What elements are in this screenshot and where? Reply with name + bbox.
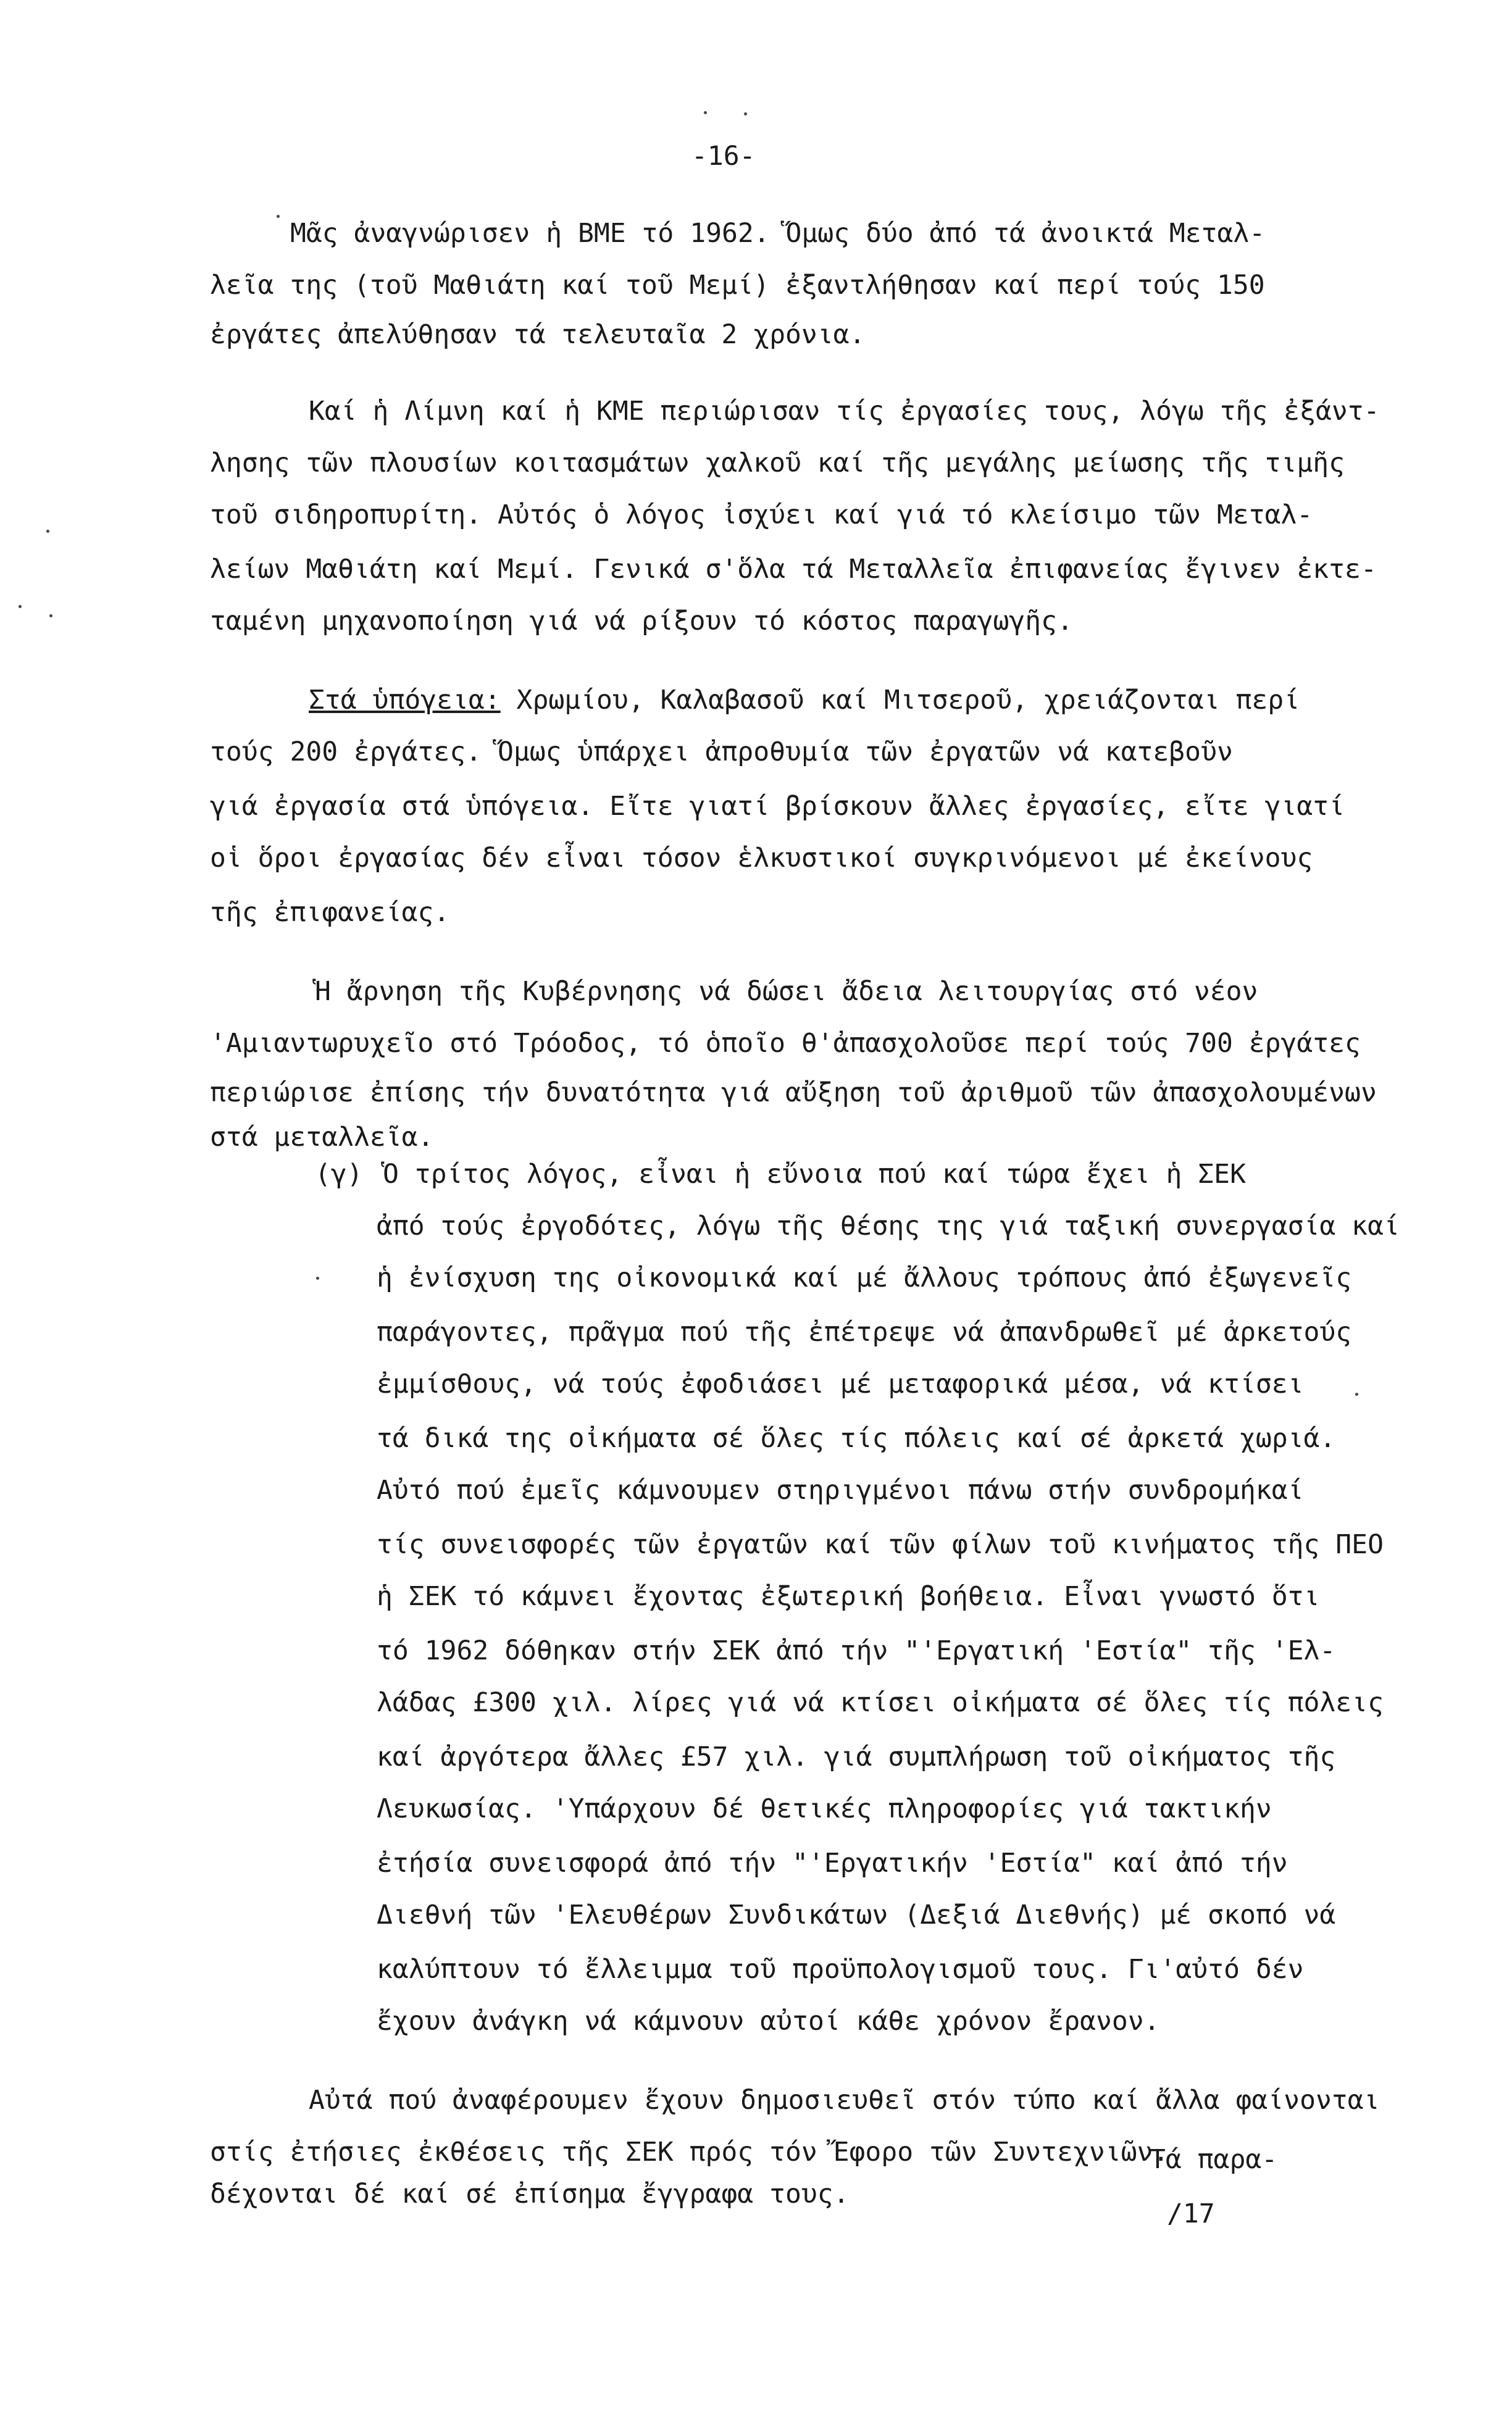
- scan-speck: [19, 605, 22, 608]
- text-line: τίς συνεισφορές τῶν ἐργατῶν καί τῶν φίλων τοῦ κινήματος τῆς ΠΕΟ: [377, 1529, 1384, 1560]
- text-line: δέχονται δέ καί σέ ἐπίσημα ἔγγραφα τους.: [210, 2179, 850, 2210]
- scan-speck: [46, 530, 49, 533]
- text-line: ἐμμίσθους, νά τούς ἐφοδιάσει μέ μεταφορικά μέσα, νά κτίσει: [377, 1369, 1304, 1400]
- text-line: Μᾶς ἀναγνώρισεν ἡ ΒΜΕ τό 1962. Ὅμως δύο ἀπό τά ἀνοικτά Μεταλ-: [290, 218, 1266, 249]
- text-line: Ὁ τρίτος λόγος, εἶναι ἡ εὔνοια πού καί τώρα ἔχει ἡ ΣΕΚ: [383, 1159, 1246, 1190]
- text-line: στίς ἐτήσιες ἐκθέσεις τῆς ΣΕΚ πρός τόν Ἔφορο τῶν Συντεχνιῶν.: [210, 2137, 1169, 2168]
- page-number: -16-: [691, 141, 756, 172]
- text-line: 'Αμιαντωρυχεῖο στό Τρόοδος, τό ὁποῖο θ'ἀπασχολοῦσε περί τούς 700 ἐργάτες: [210, 1028, 1361, 1059]
- text-line: Ἡ ἄρνηση τῆς Κυβέρνησης νά δώσει ἄδεια λειτουργίας στό νέον: [315, 976, 1258, 1007]
- text-line: λείων Μαθιάτη καί Μεμί. Γενικά σ'ὅλα τά Μεταλλεῖα ἐπιφανείας ἔγινεν ἐκτε-: [210, 554, 1377, 585]
- text-line: τοῦ σιδηροπυρίτη. Αὐτός ὁ λόγος ἰσχύει καί γιά τό κλείσιμο τῶν Μεταλ-: [210, 499, 1313, 530]
- text-line: ἀπό τούς ἐργοδότες, λόγω τῆς θέσης της γιά ταξική συνεργασία καί: [377, 1211, 1400, 1241]
- text-line: περιώρισε ἐπίσης τήν δυνατότητα γιά αὔξηση τοῦ ἀριθμοῦ τῶν ἀπασχολουμένων: [210, 1077, 1377, 1108]
- text-line: Αὐτά πού ἀναφέρουμεν ἔχουν δημοσιευθεῖ στόν τύπο καί ἄλλα φαίνονται: [309, 2085, 1380, 2116]
- scan-speck: [1355, 1393, 1358, 1396]
- text-line: ταμένη μηχανοποίηση γιά νά ρίξουν τό κόστος παραγωγῆς.: [210, 606, 1073, 636]
- text-line-tail: Τά παρα-: [1150, 2144, 1278, 2175]
- scan-speck: [277, 215, 280, 218]
- text-line: τῆς ἐπιφανείας.: [210, 897, 450, 928]
- text-line: λησης τῶν πλουσίων κοιτασμάτων χαλκοῦ καί τῆς μεγάλης μείωσης τῆς τιμῆς: [210, 448, 1345, 478]
- text-line: γιά ἐργασία στά ὑπόγεια. Εἴτε γιατί βρίσκουν ἄλλες ἐργασίες, εἴτε γιατί: [210, 791, 1345, 822]
- scan-speck: [316, 1277, 319, 1280]
- text-line: ἔχουν ἀνάγκη νά κάμνουν αὐτοί κάθε χρόνον ἔρανον.: [377, 2006, 1160, 2037]
- text-line: ἡ ἐνίσχυση της οἰκονομικά καί μέ ἄλλους τρόπους ἀπό ἐξωγενεῖς: [377, 1262, 1352, 1293]
- text-line: τό 1962 δόθηκαν στήν ΣΕΚ ἀπό τήν "'Εργατική 'Εστία" τῆς 'Ελ-: [377, 1635, 1336, 1666]
- text-line: ἡ ΣΕΚ τό κάμνει ἔχοντας ἐξωτερική βοήθεια. Εἶναι γνωστό ὅτι: [377, 1581, 1320, 1612]
- section-heading: Στά ὑπόγεια:: [309, 685, 501, 716]
- text-line: λεῖα της (τοῦ Μαθιάτη καί τοῦ Μεμί) ἐξαντλήθησαν καί περί τούς 150: [210, 270, 1265, 301]
- text-line: ἐτήσία συνεισφορά ἀπό τήν "'Εργατικήν 'Εστία" καί ἀπό τήν: [377, 1848, 1288, 1879]
- text-line: οἱ ὅροι ἐργασίας δέν εἶναι τόσον ἑλκυστικοί συγκρινόμενοι μέ ἐκείνους: [210, 843, 1313, 874]
- text-line: λάδας £300 χιλ. λίρες γιά νά κτίσει οἰκήματα σέ ὅλες τίς πόλεις: [377, 1687, 1384, 1718]
- text-line: τούς 200 ἐργάτες. Ὅμως ὑπάρχει ἀπροθυμία τῶν ἐργατῶν νά κατεβοῦν: [210, 737, 1233, 767]
- text-line: τά δικά της οἰκήματα σέ ὅλες τίς πόλεις καί σέ ἀρκετά χωριά.: [377, 1423, 1336, 1454]
- text-line: καλύπτουν τό ἔλλειμμα τοῦ προϋπολογισμοῦ τους. Γι'αὐτό δέν: [377, 1954, 1304, 1985]
- text-line: καί ἀργότερα ἄλλες £57 χιλ. γιά συμπλήρωση τοῦ οἰκήματος τῆς: [377, 1742, 1336, 1772]
- heading-line-rest: Χρωμίου, Καλαβασοῦ καί Μιτσεροῦ, χρειάζονται περί: [500, 685, 1300, 716]
- text-line: παράγοντες, πρᾶγμα πού τῆς ἐπέτρεψε νά ἀπανδρωθεῖ μέ ἀρκετούς: [377, 1317, 1352, 1348]
- text-line: Αὐτό πού ἐμεῖς κάμνουμεν στηριγμένοι πάνω στήν συνδρομήκαί: [377, 1475, 1304, 1506]
- text-line: [309, 684, 1300, 716]
- next-page-marker: /17: [1167, 2198, 1215, 2229]
- scan-speck: [704, 111, 707, 114]
- text-line: ἐργάτες ἀπελύθησαν τά τελευταῖα 2 χρόνια.: [210, 319, 866, 350]
- list-marker: (γ): [315, 1159, 363, 1190]
- scan-speck: [744, 112, 747, 115]
- text-line: Διεθνή τῶν 'Ελευθέρων Συνδικάτων (Δεξιά Διεθνής) μέ σκοπό νά: [377, 1900, 1336, 1930]
- text-line: στά μεταλλεῖα.: [210, 1122, 434, 1153]
- scan-speck: [49, 614, 52, 617]
- text-line: Καί ἡ Λίμνη καί ἡ ΚΜΕ περιώρισαν τίς ἐργασίες τους, λόγω τῆς ἐξάντ-: [309, 396, 1380, 427]
- text-line: Λευκωσίας. 'Υπάρχουν δέ θετικές πληροφορίες γιά τακτικήν: [377, 1793, 1272, 1824]
